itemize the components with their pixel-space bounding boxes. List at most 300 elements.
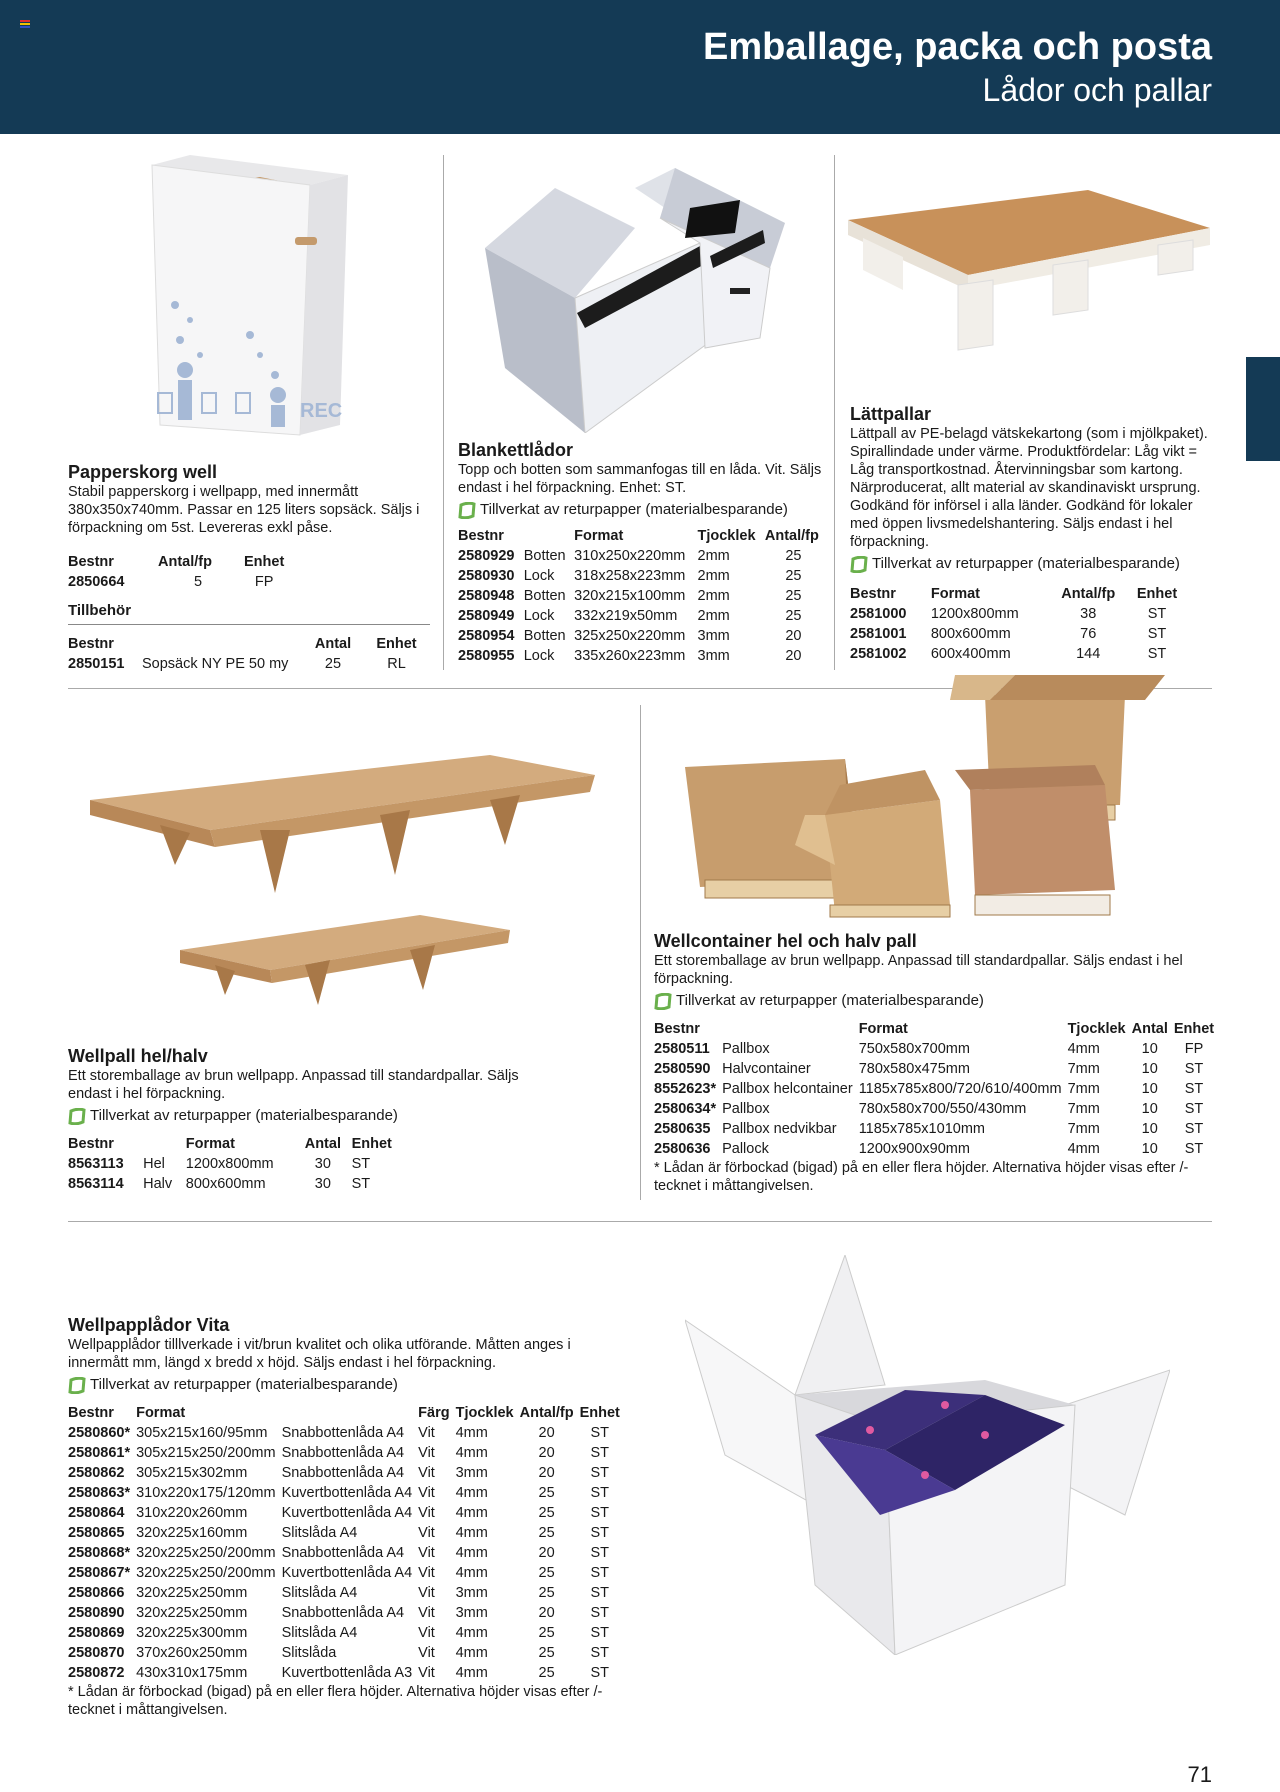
table-cell: ST xyxy=(1147,646,1167,662)
wellpall-title: Wellpall hel/halv xyxy=(68,1046,208,1066)
table-cell: Vit xyxy=(418,1645,435,1661)
wellpall-section xyxy=(68,1047,528,1194)
table-cell: 325x250x220mm xyxy=(574,628,686,644)
table-row xyxy=(458,586,828,606)
table-row xyxy=(68,1563,626,1583)
table-row xyxy=(654,1059,1220,1079)
table-cell: Pallbox helcontainer xyxy=(722,1081,853,1097)
recycled-leaf-icon xyxy=(68,1108,86,1125)
table-cell: 7mm xyxy=(1067,1061,1100,1077)
table-cell: 2581001 xyxy=(850,626,907,642)
table-cell: 2mm xyxy=(697,568,730,584)
table-row xyxy=(68,1483,626,1503)
table-cell: Pallock xyxy=(722,1141,769,1157)
table-cell: 3mm xyxy=(697,648,730,664)
table-cell: 10 xyxy=(1141,1061,1158,1077)
table-cell: ST xyxy=(590,1485,609,1501)
table-cell: ST xyxy=(590,1605,609,1621)
vita-table xyxy=(68,1400,626,1683)
table-cell: 7mm xyxy=(1067,1101,1100,1117)
table-cell: 1185x785x800/720/610/400mm xyxy=(858,1081,1062,1097)
table-cell: 320x225x250mm xyxy=(136,1605,248,1621)
table-cell: 800x600mm xyxy=(930,626,1011,642)
table-cell: 10 xyxy=(1141,1101,1158,1117)
col-header: Tjocklek xyxy=(1067,1021,1126,1037)
table-cell: Snabbottenlåda A4 xyxy=(281,1605,405,1621)
table-row xyxy=(654,1039,1220,1059)
table-cell: 320x225x160mm xyxy=(136,1525,248,1541)
table-cell: 2580634* xyxy=(654,1101,717,1117)
table-cell: Hel xyxy=(143,1156,165,1172)
col-header: Färg xyxy=(418,1405,450,1421)
table-cell: 4mm xyxy=(455,1445,488,1461)
table-cell: 305x215x160/95mm xyxy=(136,1425,268,1441)
table-cell: Kuvertbottenlåda A4 xyxy=(281,1565,413,1581)
table-cell: 2mm xyxy=(697,588,730,604)
eco-label xyxy=(68,1107,528,1125)
table-cell: Kuvertbottenlåda A3 xyxy=(281,1665,413,1681)
table-cell: 20 xyxy=(785,628,802,644)
row-divider xyxy=(68,1221,1212,1222)
table-row xyxy=(458,566,828,586)
table-cell: 2580860* xyxy=(68,1425,131,1441)
col-header: Format xyxy=(930,586,981,602)
table-cell: 7mm xyxy=(1067,1121,1100,1137)
vita-title: Wellpapplådor Vita xyxy=(68,1315,230,1335)
table-cell: 750x580x700mm xyxy=(858,1041,970,1057)
cell-bestnr: 2850664 xyxy=(68,574,125,590)
table-cell: Slitslåda xyxy=(281,1645,337,1661)
col-header xyxy=(143,1131,186,1154)
column-divider xyxy=(640,705,641,1200)
table-cell: ST xyxy=(351,1156,371,1172)
table-cell: 370x260x250mm xyxy=(136,1645,248,1661)
table-cell: 2580861* xyxy=(68,1445,131,1461)
table-cell: 320x215x100mm xyxy=(574,588,686,604)
page-number: 71 xyxy=(1187,1762,1212,1787)
table-cell: Botten xyxy=(523,588,566,604)
table-cell: ST xyxy=(590,1425,609,1441)
table-cell: 10 xyxy=(1141,1041,1158,1057)
table-cell: Snabbottenlåda A4 xyxy=(281,1545,405,1561)
table-cell: Botten xyxy=(523,628,566,644)
table-cell: Halv xyxy=(143,1176,173,1192)
col-header: Tjocklek xyxy=(455,1405,514,1421)
table-cell: Botten xyxy=(523,548,566,564)
table-cell: Slitslåda A4 xyxy=(281,1625,358,1641)
page-subtitle: Lådor och pallar xyxy=(982,72,1212,108)
table-cell: 2mm xyxy=(697,548,730,564)
cell-enhet: RL xyxy=(387,656,406,672)
table-cell: 2580949 xyxy=(458,608,515,624)
table-cell: ST xyxy=(351,1176,371,1192)
table-cell: FP xyxy=(1184,1041,1204,1057)
table-cell: Snabbottenlåda A4 xyxy=(281,1465,405,1481)
table-cell: Vit xyxy=(418,1425,435,1441)
col-header: Bestnr xyxy=(68,1136,114,1152)
col-header: Enhet xyxy=(351,1136,392,1152)
table-cell: 2580930 xyxy=(458,568,515,584)
wellcontainer-section xyxy=(654,931,1215,1195)
table-cell: 2580890 xyxy=(68,1605,125,1621)
col-header: Enhet xyxy=(1136,586,1178,602)
recycled-leaf-icon xyxy=(68,1377,86,1394)
table-row xyxy=(68,572,290,592)
table-cell: Lock xyxy=(523,608,555,624)
section-tab xyxy=(1246,357,1280,461)
recycled-leaf-icon xyxy=(850,556,868,573)
table-cell: Pallbox nedvikbar xyxy=(722,1121,837,1137)
light-pallet-image xyxy=(848,190,1210,355)
table-cell: Vit xyxy=(418,1485,435,1501)
table-cell: 310x220x260mm xyxy=(136,1505,248,1521)
table-cell: Vit xyxy=(418,1445,435,1461)
table-cell: 2580955 xyxy=(458,648,515,664)
table-row xyxy=(68,1174,408,1194)
cell-antal: 5 xyxy=(193,574,203,590)
table-cell: 4mm xyxy=(1067,1041,1100,1057)
page-title: Emballage, packa och posta xyxy=(703,26,1212,68)
flag-icon xyxy=(20,20,30,28)
wellcontainer-description: Ett storemballage av brun wellpapp. Anpassad till standardpallar. Säljs endast i hel förpackning. xyxy=(654,953,1183,987)
table-cell: Vit xyxy=(418,1545,435,1561)
form-box-image xyxy=(485,168,795,433)
table-row xyxy=(68,1623,626,1643)
table-cell: 20 xyxy=(538,1545,555,1561)
table-cell: 3mm xyxy=(455,1605,488,1621)
table-row xyxy=(68,1423,626,1443)
table-cell: 780x580x475mm xyxy=(858,1061,970,1077)
cell-enhet: FP xyxy=(254,574,274,590)
table-cell: 30 xyxy=(314,1176,331,1192)
table-cell: 2580869 xyxy=(68,1625,125,1641)
cell-desc: Sopsäck NY PE 50 my xyxy=(142,656,289,672)
table-cell: 320x225x250/200mm xyxy=(136,1545,276,1561)
table-row xyxy=(850,624,1190,644)
table-cell: 38 xyxy=(1080,606,1097,622)
table-cell: ST xyxy=(590,1625,609,1641)
column-divider xyxy=(443,155,444,670)
table-cell: 3mm xyxy=(697,628,730,644)
recycled-leaf-icon xyxy=(654,993,672,1010)
table-cell: 1200x800mm xyxy=(185,1156,274,1172)
table-cell: 2581002 xyxy=(850,646,907,662)
col-header: Bestnr xyxy=(68,1405,114,1421)
table-cell: 4mm xyxy=(455,1425,488,1441)
table-cell: Pallbox xyxy=(722,1101,770,1117)
blankett-title: Blankettlådor xyxy=(458,440,574,460)
col-header xyxy=(142,631,303,654)
col-header xyxy=(524,523,574,546)
table-cell: 2580863* xyxy=(68,1485,131,1501)
table-cell: 2580636 xyxy=(654,1141,711,1157)
table-cell: 20 xyxy=(538,1465,555,1481)
table-row xyxy=(68,1443,626,1463)
accessories-table xyxy=(68,631,430,674)
table-cell: Vit xyxy=(418,1525,435,1541)
table-row xyxy=(68,1543,626,1563)
col-header: Antal xyxy=(1131,1021,1168,1037)
table-cell: Halvcontainer xyxy=(722,1061,811,1077)
eco-text: Tillverkat av returpapper (materialbesparande) xyxy=(90,1376,398,1393)
table-cell: Vit xyxy=(418,1565,435,1581)
table-cell: 320x225x300mm xyxy=(136,1625,248,1641)
table-cell: 335x260x223mm xyxy=(574,648,686,664)
eco-label xyxy=(654,992,1212,1010)
table-cell: ST xyxy=(590,1545,609,1561)
col-header: Enhet xyxy=(1173,1021,1215,1037)
table-cell: 2580865 xyxy=(68,1525,125,1541)
eco-label xyxy=(850,555,1212,573)
table-cell: 20 xyxy=(538,1445,555,1461)
table-cell: 2mm xyxy=(697,608,730,624)
papperskorg-description: Stabil papperskorg i wellpapp, med innermått 380x350x740mm. Passar en 125 liters sopsäck. Säljs i förpackning om 5st. Levereras exkl påse. xyxy=(68,484,420,536)
table-cell: 2580868* xyxy=(68,1545,131,1561)
table-cell: ST xyxy=(1184,1101,1204,1117)
papperskorg-table xyxy=(68,549,290,592)
vita-description: Wellpapplådor tilllverkade i vit/brun kvalitet och olika utförande. Måtten anges i innermått mm, längd x bredd x höjd. Säljs endast i hel förpackning. xyxy=(68,1337,571,1371)
table-cell: Kuvertbottenlåda A4 xyxy=(281,1505,413,1521)
blankett-section xyxy=(458,441,828,666)
lattpall-section xyxy=(850,405,1212,664)
lattpall-title: Lättpallar xyxy=(850,404,932,424)
col-header: Antal xyxy=(314,636,352,652)
table-row xyxy=(68,1603,626,1623)
table-cell: Vit xyxy=(418,1665,435,1681)
table-cell: 8552623* xyxy=(654,1081,717,1097)
table-cell: 310x250x220mm xyxy=(574,548,686,564)
table-cell: 2580590 xyxy=(654,1061,711,1077)
table-cell: ST xyxy=(1184,1081,1204,1097)
table-cell: 2580866 xyxy=(68,1585,125,1601)
table-cell: 332x219x50mm xyxy=(574,608,678,624)
col-header: Bestnr xyxy=(850,586,896,602)
table-cell: 30 xyxy=(314,1156,331,1172)
eco-text: Tillverkat av returpapper (materialbesparande) xyxy=(480,501,788,518)
table-cell: 3mm xyxy=(455,1585,488,1601)
table-row xyxy=(850,604,1190,624)
table-cell: Kuvertbottenlåda A4 xyxy=(281,1485,413,1501)
table-cell: ST xyxy=(1147,606,1167,622)
table-cell: ST xyxy=(590,1465,609,1481)
table-cell: 25 xyxy=(538,1585,555,1601)
wellpall-description: Ett storemballage av brun wellpapp. Anpassad till standardpallar. Säljs endast i hel förpackning. xyxy=(68,1068,519,1102)
table-row xyxy=(68,1663,626,1683)
table-cell: 600x400mm xyxy=(930,646,1011,662)
table-cell: 25 xyxy=(785,588,802,604)
col-header: Bestnr xyxy=(654,1021,700,1037)
col-header: Format xyxy=(185,1136,235,1152)
table-cell: 2580635 xyxy=(654,1121,711,1137)
table-cell: Slitslåda A4 xyxy=(281,1525,358,1541)
table-cell: 8563113 xyxy=(68,1156,124,1172)
table-cell: Vit xyxy=(418,1505,435,1521)
col-header: Enhet xyxy=(376,636,417,652)
col-header: Antal/fp xyxy=(158,554,212,570)
table-cell: 10 xyxy=(1141,1141,1158,1157)
table-cell: Snabbottenlåda A4 xyxy=(281,1445,405,1461)
table-cell: 4mm xyxy=(455,1505,488,1521)
table-cell: 4mm xyxy=(455,1665,488,1681)
table-cell: 2580862 xyxy=(68,1465,125,1481)
col-header: Format xyxy=(574,528,624,544)
table-cell: 20 xyxy=(538,1425,555,1441)
table-cell: 320x225x250mm xyxy=(136,1585,248,1601)
col-header xyxy=(282,1400,419,1423)
eco-label xyxy=(68,1376,668,1394)
table-cell: 4mm xyxy=(1067,1141,1100,1157)
cell-antal: 25 xyxy=(324,656,342,672)
table-cell: 305x215x250/200mm xyxy=(136,1445,276,1461)
col-header: Tjocklek xyxy=(697,528,756,544)
col-header: Bestnr xyxy=(68,636,114,652)
col-header: Format xyxy=(136,1405,186,1421)
lattpall-table xyxy=(850,581,1190,664)
table-cell: 25 xyxy=(538,1485,555,1501)
table-cell: Lock xyxy=(523,648,555,664)
table-cell: 2580511 xyxy=(654,1041,710,1057)
recycled-leaf-icon xyxy=(458,502,476,519)
col-header: Antal/fp xyxy=(764,528,819,544)
table-row xyxy=(458,546,828,566)
table-cell: 2580870 xyxy=(68,1645,125,1661)
table-cell: Vit xyxy=(418,1585,435,1601)
wellcontainer-footnote: * Lådan är förbockad (bigad) på en eller flera höjder. Alternativa höjder visas efter /-tecknet i måttangivelsen. xyxy=(654,1160,1189,1194)
table-cell: 4mm xyxy=(455,1545,488,1561)
table-cell: Lock xyxy=(523,568,555,584)
lattpall-description: Lättpall av PE-belagd vätskekartong (som i mjölkpaket). Spirallindade under värme. Produktfördelar: Låg vikt = Låg transportkostnad. Återvinningsbar som kartong. Närproducerat, allt material av skandinaviskt ursprung. Godkänd för införsel i alla länder. Godkänd för lokaler med öppen livsmedelshantering. Säljs endast i hel förpackning. xyxy=(850,426,1208,550)
col-header: Antal/fp xyxy=(519,1405,574,1421)
vita-section xyxy=(68,1316,668,1719)
table-cell: 318x258x223mm xyxy=(574,568,686,584)
wellcontainer-title: Wellcontainer hel och halv pall xyxy=(654,931,917,951)
table-cell: 800x600mm xyxy=(185,1176,266,1192)
col-header: Enhet xyxy=(579,1405,620,1421)
bin-print-text: REC xyxy=(300,400,343,422)
table-row xyxy=(458,626,828,646)
table-cell: ST xyxy=(1184,1061,1204,1077)
table-cell: 25 xyxy=(538,1505,555,1521)
col-header: Format xyxy=(858,1021,908,1037)
col-header xyxy=(722,1016,859,1039)
papperskorg-section xyxy=(68,463,430,674)
table-cell: 3mm xyxy=(455,1465,488,1481)
table-cell: 25 xyxy=(785,568,802,584)
table-cell: ST xyxy=(590,1665,609,1681)
table-row xyxy=(68,1523,626,1543)
table-cell: ST xyxy=(590,1565,609,1581)
table-cell: ST xyxy=(590,1445,609,1461)
table-cell: 76 xyxy=(1080,626,1097,642)
table-cell: 2580929 xyxy=(458,548,515,564)
table-cell: 1185x785x1010mm xyxy=(858,1121,985,1137)
table-cell: 2580948 xyxy=(458,588,515,604)
table-cell: ST xyxy=(1184,1141,1204,1157)
table-cell: 20 xyxy=(538,1605,555,1621)
table-row xyxy=(68,1154,408,1174)
col-header: Antal xyxy=(304,1136,341,1152)
table-cell: 2580872 xyxy=(68,1665,125,1681)
table-cell: Vit xyxy=(418,1625,435,1641)
table-cell: ST xyxy=(1147,626,1167,642)
table-row xyxy=(850,644,1190,664)
table-cell: 25 xyxy=(538,1625,555,1641)
wellpall-table xyxy=(68,1131,408,1194)
table-cell: 780x580x700/550/430mm xyxy=(858,1101,1027,1117)
table-cell: 10 xyxy=(1141,1081,1158,1097)
eco-text: Tillverkat av returpapper (materialbesparande) xyxy=(676,992,984,1009)
table-cell: Snabbottenlåda A4 xyxy=(281,1425,405,1441)
eco-text: Tillverkat av returpapper (materialbesparande) xyxy=(872,555,1180,572)
col-header: Antal/fp xyxy=(1061,586,1116,602)
col-header: Enhet xyxy=(244,554,285,570)
table-cell: 25 xyxy=(538,1665,555,1681)
col-header: Bestnr xyxy=(68,554,114,570)
wellcontainer-table xyxy=(654,1016,1220,1159)
accessories-title: Tillbehör xyxy=(68,602,430,625)
table-row xyxy=(458,606,828,626)
table-cell: ST xyxy=(590,1585,609,1601)
table-cell: 1200x800mm xyxy=(930,606,1019,622)
table-cell: 20 xyxy=(785,648,802,664)
table-cell: 305x215x302mm xyxy=(136,1465,248,1481)
table-cell: 144 xyxy=(1076,646,1101,662)
cardboard-container-image xyxy=(685,675,1170,920)
table-row xyxy=(68,1503,626,1523)
table-cell: 8563114 xyxy=(68,1176,124,1192)
eco-label xyxy=(458,501,828,519)
column-divider xyxy=(834,155,835,670)
table-cell: Vit xyxy=(418,1465,435,1481)
table-cell: Pallbox xyxy=(722,1041,770,1057)
col-header: Bestnr xyxy=(458,528,504,544)
table-cell: ST xyxy=(1184,1121,1204,1137)
table-cell: 25 xyxy=(538,1565,555,1581)
table-cell: 4mm xyxy=(455,1485,488,1501)
page-header xyxy=(0,0,1280,134)
table-cell: 1200x900x90mm xyxy=(858,1141,970,1157)
table-cell: ST xyxy=(590,1645,609,1661)
table-row xyxy=(68,1643,626,1663)
table-row xyxy=(654,1119,1220,1139)
table-cell: 25 xyxy=(538,1525,555,1541)
table-row xyxy=(654,1139,1220,1159)
table-cell: 2580864 xyxy=(68,1505,125,1521)
table-cell: 2580954 xyxy=(458,628,515,644)
table-cell: 430x310x175mm xyxy=(136,1665,248,1681)
table-cell: 2580867* xyxy=(68,1565,131,1581)
table-cell: 25 xyxy=(538,1645,555,1661)
papperskorg-title: Papperskorg well xyxy=(68,462,218,482)
vita-footnote: * Lådan är förbockad (bigad) på en eller flera höjder. Alternativa höjder visas efter /-tecknet i måttangivelsen. xyxy=(68,1684,603,1718)
table-cell: 310x220x175/120mm xyxy=(136,1485,276,1501)
table-row xyxy=(68,1463,626,1483)
table-cell: 7mm xyxy=(1067,1081,1100,1097)
table-row xyxy=(68,1583,626,1603)
eco-text: Tillverkat av returpapper (materialbesparande) xyxy=(90,1107,398,1124)
table-cell: 25 xyxy=(785,608,802,624)
waste-bin-image xyxy=(150,155,350,445)
table-cell: 4mm xyxy=(455,1625,488,1641)
table-cell: 25 xyxy=(785,548,802,564)
table-cell: 4mm xyxy=(455,1565,488,1581)
table-cell: ST xyxy=(590,1525,609,1541)
blankett-table xyxy=(458,523,828,666)
table-row xyxy=(654,1099,1220,1119)
table-cell: 320x225x250/200mm xyxy=(136,1565,276,1581)
table-cell: Slitslåda A4 xyxy=(281,1585,358,1601)
white-box-image xyxy=(685,1255,1170,1655)
